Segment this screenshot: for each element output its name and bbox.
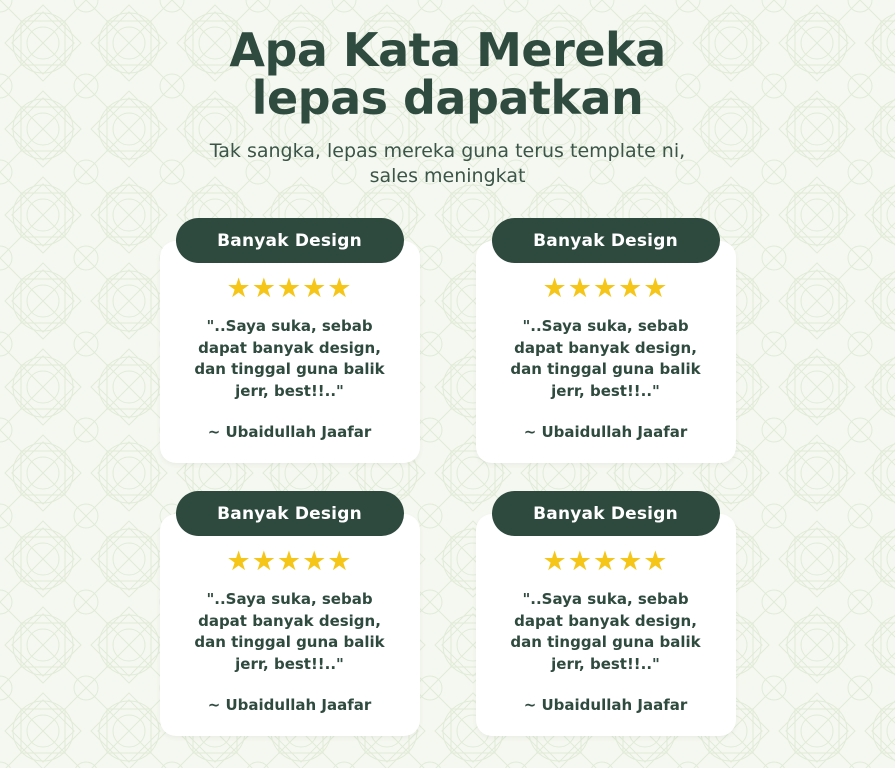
testimonial-card-3 <box>160 491 420 736</box>
testimonial-author: ~ Ubaidullah Jaafar <box>523 422 688 441</box>
star-rating-icon: ★★★★★ <box>542 272 669 304</box>
testimonial-quote: "..Saya suka, sebab dapat banyak design, dan tinggal guna balik jerr, best!!.." <box>510 589 701 674</box>
testimonial-badge: Banyak Design <box>176 491 404 536</box>
page-subtitle: Tak sangka, lepas mereka guna terus template ni, sales meningkat <box>209 139 686 188</box>
page-title-line-2: lepas dapatkan <box>251 71 644 126</box>
star-rating-icon: ★★★★★ <box>226 272 353 304</box>
testimonial-card-4 <box>476 491 736 736</box>
page-title-line-1: Apa Kata Mereka <box>229 23 666 77</box>
testimonial-badge: Banyak Design <box>176 218 404 263</box>
testimonial-badge: Banyak Design <box>492 218 720 263</box>
testimonial-author: ~ Ubaidullah Jaafar <box>207 695 372 714</box>
testimonial-badge: Banyak Design <box>492 491 720 536</box>
testimonial-card-body <box>476 514 736 736</box>
testimonial-quote: "..Saya suka, sebab dapat banyak design, dan tinggal guna balik jerr, best!!.." <box>510 316 701 401</box>
testimonial-card-body <box>160 514 420 736</box>
star-rating-icon: ★★★★★ <box>542 545 669 577</box>
testimonial-author: ~ Ubaidullah Jaafar <box>207 422 372 441</box>
testimonial-quote: "..Saya suka, sebab dapat banyak design, dan tinggal guna balik jerr, best!!.." <box>194 589 385 674</box>
page-title <box>68 23 828 126</box>
testimonial-card-body <box>476 241 736 463</box>
testimonials-grid <box>0 218 895 736</box>
star-rating-icon: ★★★★★ <box>226 545 353 577</box>
testimonial-card-1 <box>160 218 420 463</box>
testimonial-card-body <box>160 241 420 463</box>
testimonial-card-2 <box>476 218 736 463</box>
page-header <box>0 0 895 190</box>
testimonial-quote: "..Saya suka, sebab dapat banyak design, dan tinggal guna balik jerr, best!!.." <box>194 316 385 401</box>
testimonial-author: ~ Ubaidullah Jaafar <box>523 695 688 714</box>
